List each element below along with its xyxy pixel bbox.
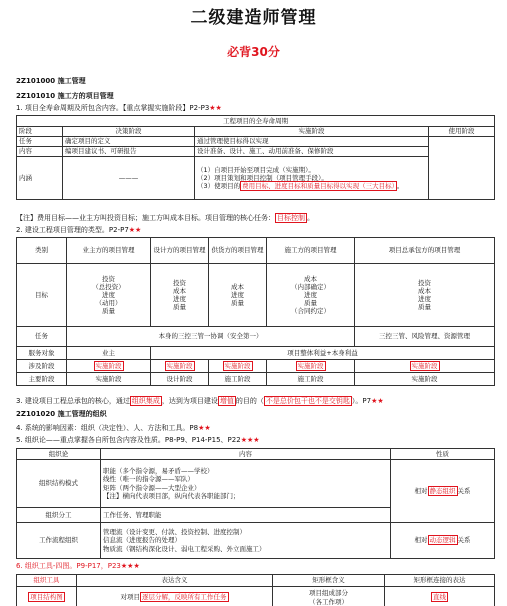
division-content: 工作任务、管理职能 xyxy=(101,508,391,523)
goal-constructor xyxy=(267,264,355,327)
goal-gc-2: 成本 xyxy=(418,286,431,295)
star-rating: ★★ xyxy=(371,397,384,405)
row-task-label: 任务 xyxy=(17,137,63,147)
col-category: 类别 xyxy=(17,238,67,264)
meaning-pre: 对项目 xyxy=(120,593,140,602)
stage-design xyxy=(151,360,209,373)
task-main: 本身的三控三管一协调（安全第一） xyxy=(67,327,355,347)
meaning-line-1: （1）自项目开始至项目完成（实施期）。 xyxy=(197,165,315,174)
row-service-label: 服务对象 xyxy=(17,347,67,360)
usage-cell xyxy=(429,137,495,200)
stage-owner-highlight: 实施阶段 xyxy=(95,361,122,370)
dynamic-post: 关系 xyxy=(457,536,471,545)
goal-supplier-1: 成本 xyxy=(231,282,244,291)
goal-design-4: 质量 xyxy=(173,303,186,312)
star-rating: ★★ xyxy=(128,226,142,234)
goal-constructor-3: 进度 xyxy=(304,290,317,299)
workflow-label: 工作流程组织 xyxy=(17,523,101,559)
section-heading-2: 2Z101010 施工方的项目管理 xyxy=(16,92,114,100)
dynamic-pre: 相对 xyxy=(414,536,428,545)
goal-design-1: 投资 xyxy=(173,278,186,287)
main-owner: 实施阶段 xyxy=(67,373,151,386)
page-subtitle: 必背30分 xyxy=(227,45,280,59)
goal-general-contractor xyxy=(355,264,495,327)
question-2 xyxy=(16,226,496,235)
q3-a: 3. 建设项目工程总承包的核心，通过 xyxy=(16,397,130,405)
section-heading-3: 2Z101020 施工管理的组织 xyxy=(16,410,107,418)
goal-design-2: 成本 xyxy=(173,286,186,295)
goal-owner-2: （总投资） xyxy=(92,282,125,291)
row-task-label: 任务 xyxy=(17,327,67,347)
col-supplier: 供货方的项目管理 xyxy=(209,238,267,264)
question-4-text: 4. 系统的影响因素：组织（决定性）、人、方法和工具。P8 xyxy=(16,424,199,432)
decompose-highlight: 逐层分解，反映所有工作任务 xyxy=(142,593,227,602)
star-rating: ★★★ xyxy=(240,436,260,444)
static-organization-highlight: 静态组织 xyxy=(429,486,456,495)
page-title: 二级建造师管理 xyxy=(190,8,317,28)
question-2-text: 2. 建设工程项目管理的类型。P2-P7 xyxy=(16,226,129,234)
workflow-line-1: 管理流（设计变更、付款、投资控制、进度控制） xyxy=(103,528,246,537)
organization-theory-table xyxy=(16,448,495,559)
question-1-text: 1. 项目全寿命周期及所包含内容。【重点掌握实施阶段】P2-P3 xyxy=(16,104,210,112)
project-structure-highlight: 项目结构图 xyxy=(30,593,63,602)
structure-line-1: 职能（多个指令源，易矛盾——学校） xyxy=(103,467,214,476)
row-stage-label: 涉及阶段 xyxy=(17,360,67,373)
tool-project-structure xyxy=(17,587,77,606)
goal-constructor-4: 质量 xyxy=(304,299,317,308)
structure-mode-label: 组织结构模式 xyxy=(17,460,101,508)
meaning-line-3-pre: （3）使项目的 xyxy=(197,182,241,191)
goal-gc-1: 投资 xyxy=(418,278,431,287)
project-structure-meaning xyxy=(77,587,273,606)
question-5-text: 5. 组织论——重点掌握各自所包含内容及性质。P8-P9、P14-P15、P22 xyxy=(16,436,241,444)
col-general-contractor: 项目总承包方的项目管理 xyxy=(355,238,495,264)
lifecycle-table xyxy=(16,115,495,200)
goal-owner xyxy=(67,264,151,327)
goal-design-3: 进度 xyxy=(173,295,186,303)
meaning-line-2: （2）项目策划和项目控制（项目管理手段）。 xyxy=(197,173,328,182)
col-design: 设计方的项目管理 xyxy=(151,238,209,264)
goal-constructor-2: （内部确定） xyxy=(291,282,330,291)
question-6 xyxy=(16,562,496,571)
workflow-line-3: 物质流（钢结构深化设计、弱电工程采购、外立面施工） xyxy=(103,544,266,553)
star-rating: ★★ xyxy=(198,424,211,432)
project-structure-link xyxy=(385,587,495,606)
structure-mode-content xyxy=(101,460,391,508)
question-3 xyxy=(16,397,496,406)
col-owner: 业主方的项目管理 xyxy=(67,238,151,264)
col-content: 内容 xyxy=(101,449,391,460)
row-meaning-implementation xyxy=(195,157,429,200)
row-content-label: 内容 xyxy=(17,147,63,157)
goal-gc-4: 质量 xyxy=(418,303,431,312)
value-added-highlight: 增值 xyxy=(219,397,234,405)
main-supplier: 施工阶段 xyxy=(209,373,267,386)
three-goals-highlight: 费用目标、进度目标和质量目标得以实现（三大目标） xyxy=(242,182,395,191)
star-rating: ★★★ xyxy=(120,562,140,570)
goal-gc-3: 进度 xyxy=(418,295,431,303)
col-theory: 组织论 xyxy=(17,449,101,460)
task-general-contractor: 三控三管、风险管理、资源管理 xyxy=(355,327,495,347)
section-heading-1: 2Z101000 施工管理 xyxy=(16,77,86,85)
row-meaning-decision: ——— xyxy=(63,157,195,200)
stage-owner xyxy=(67,360,151,373)
col-rect-link: 矩形框连接的表达 xyxy=(385,575,495,587)
question-6-text: 6. 组织工具-四图。P9-P17，P23 xyxy=(16,562,121,570)
goal-owner-3: 进度 xyxy=(102,290,115,299)
division-label: 组织分工 xyxy=(17,508,101,523)
q3-c: ，达到为项目建设 xyxy=(161,397,218,405)
col-implementation: 实施阶段 xyxy=(195,127,429,137)
row-main-stage-label: 主要阶段 xyxy=(17,373,67,386)
col-decision: 决策阶段 xyxy=(63,127,195,137)
meaning-line-3 xyxy=(197,182,426,190)
project-structure-rect xyxy=(273,587,385,606)
stage-supplier-highlight: 实施阶段 xyxy=(224,361,251,370)
star-rating: ★★ xyxy=(209,104,222,112)
goal-constructor-5: （合同约定） xyxy=(291,307,330,316)
col-nature: 性质 xyxy=(391,449,495,460)
service-rest: 项目整体利益+本身利益 xyxy=(151,347,495,360)
col-usage: 使用阶段 xyxy=(429,127,495,137)
col-constructor: 施工方的项目管理 xyxy=(267,238,355,264)
stage-design-highlight: 实施阶段 xyxy=(166,361,193,370)
rect-line-1: 项目组成部分 xyxy=(309,589,348,598)
target-control-highlight: 目标控制 xyxy=(277,214,305,222)
note-1-post: 。 xyxy=(307,214,314,222)
lifecycle-table-header: 工程项目的全寿命周期 xyxy=(17,116,495,127)
col-stage: 阶段 xyxy=(17,127,63,137)
goal-supplier xyxy=(209,264,267,327)
q3-g: ）。P7 xyxy=(351,397,372,405)
goal-constructor-1: 成本 xyxy=(304,274,317,283)
goal-design xyxy=(151,264,209,327)
organization-tools-table xyxy=(16,574,495,606)
goal-owner-4: （动用） xyxy=(95,299,122,308)
dynamic-logic-highlight: 动态逻辑 xyxy=(429,536,456,545)
structure-line-3: 矩阵（两个指令源——大型企业） xyxy=(103,483,201,492)
main-design: 设计阶段 xyxy=(151,373,209,386)
q3-e: 的目的（ xyxy=(235,397,264,405)
row-content-decision: 编项目建议书、可研报告 xyxy=(63,147,195,157)
structure-line-4: 【注】横向代表项目部，纵向代表各职能部门； xyxy=(103,491,240,500)
goal-owner-1: 投资 xyxy=(102,274,115,283)
row-goal-label: 目标 xyxy=(17,264,67,327)
workflow-content xyxy=(101,523,391,559)
rect-line-2: （各工作项） xyxy=(309,597,348,606)
not-turnkey-highlight: 不是总价包干也不是交钥匙 xyxy=(265,397,350,405)
col-tool: 组织工具 xyxy=(17,575,77,587)
straight-line-highlight: 直线 xyxy=(433,593,446,602)
goal-owner-5: 质量 xyxy=(102,307,115,316)
row-task-decision: 确定项目的定义 xyxy=(63,137,195,147)
row-content-implementation: 设计准备、设计、施工、动用前准备、保修阶段 xyxy=(195,147,429,157)
row-meaning-label: 内涵 xyxy=(17,157,63,200)
question-4 xyxy=(16,424,496,433)
structure-line-2: 线性（唯一的指令源——军队） xyxy=(103,475,194,484)
question-5 xyxy=(16,436,496,445)
organization-integration-highlight: 组织集成 xyxy=(131,397,160,405)
static-relation xyxy=(391,460,495,523)
goal-supplier-2: 进度 xyxy=(231,290,244,299)
workflow-line-2: 信息流（进度报告的处理） xyxy=(103,536,181,545)
meaning-line-3-post: 。 xyxy=(396,182,404,191)
main-general-contractor: 实施阶段 xyxy=(355,373,495,386)
stage-supplier xyxy=(209,360,267,373)
goal-supplier-3: 质量 xyxy=(231,299,244,308)
dynamic-relation xyxy=(391,523,495,559)
col-rect-meaning: 矩形框含义 xyxy=(273,575,385,587)
question-1 xyxy=(16,104,496,113)
row-task-implementation: 通过管理使目标得以实现 xyxy=(195,137,429,147)
note-1-text: 【注】费用目标——业主方叫投资目标；施工方叫成本目标。项目管理的核心任务： xyxy=(16,214,275,222)
static-post: 关系 xyxy=(457,486,471,495)
stage-gc-highlight: 实施阶段 xyxy=(411,361,438,370)
stage-constructor xyxy=(267,360,355,373)
stage-general-contractor xyxy=(355,360,495,373)
col-meaning: 表达含义 xyxy=(77,575,273,587)
main-constructor: 施工阶段 xyxy=(267,373,355,386)
note-1 xyxy=(16,214,496,223)
project-management-types-table xyxy=(16,237,495,386)
service-owner: 业主 xyxy=(67,347,151,360)
stage-constructor-highlight: 实施阶段 xyxy=(297,361,324,370)
static-pre: 相对 xyxy=(414,486,428,495)
